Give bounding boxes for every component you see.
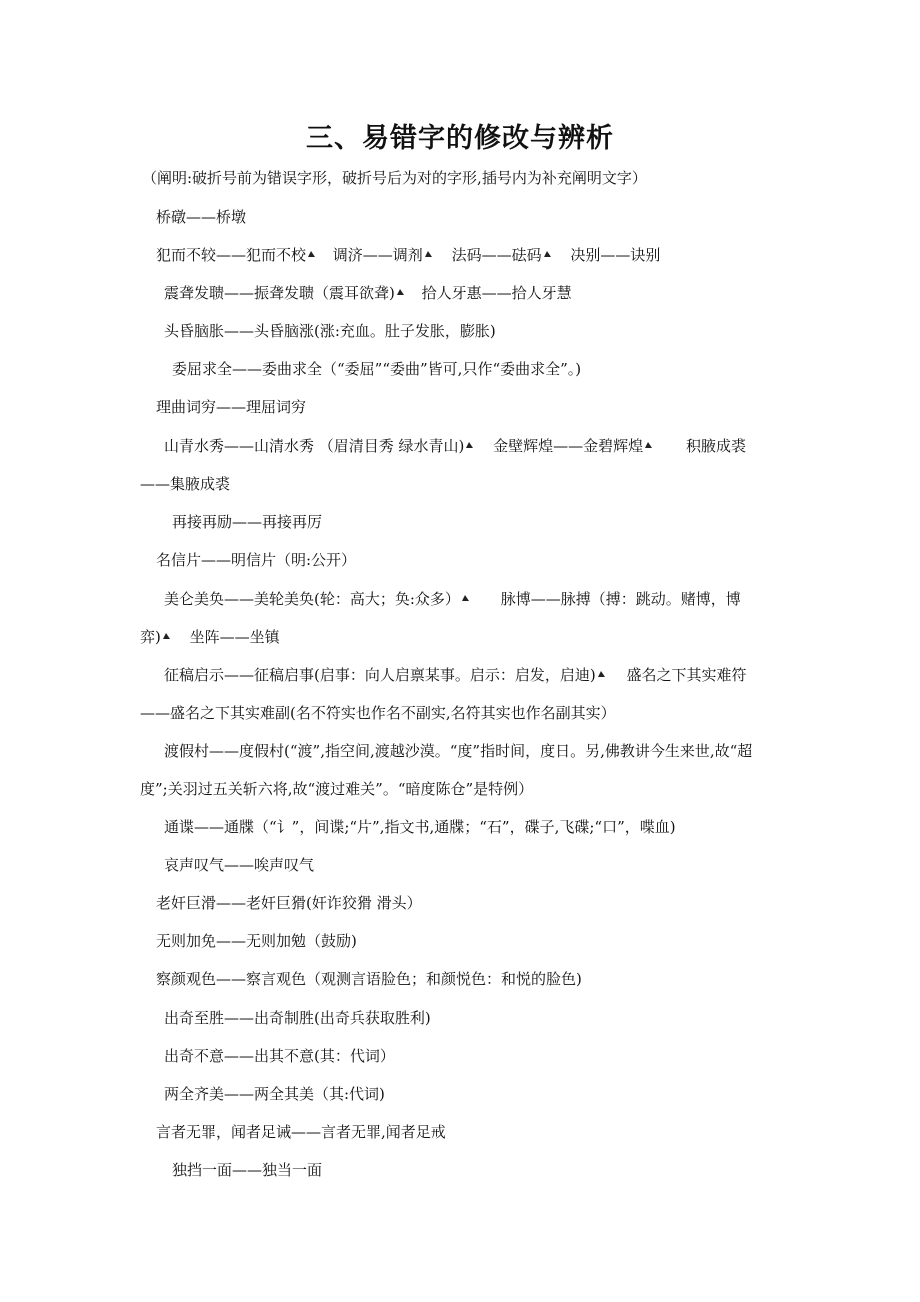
edit-mark-icon — [543, 250, 552, 258]
entry-text: 山青水秀——山清水秀 （眉清目秀 绿水青山) — [164, 437, 465, 455]
entry-line: 老奸巨滑——老奸巨猾(奸诈狡猾 滑头） — [156, 894, 422, 912]
entry-text: 征稿启示——征稿启事(启事：向人启禀某事。启示：启发，启迪) — [164, 666, 596, 684]
edit-mark-icon — [461, 594, 470, 602]
entry-line — [164, 665, 747, 685]
entry-line: 理曲词穷——理屈词穷 — [156, 398, 307, 416]
entry-line: 出奇不意——出其不意(其：代词） — [164, 1047, 395, 1065]
entry-line: 通谍——通牒（“讠”，间谍;“片”,指文书,通牒；“石”，碟子,飞碟;“口”，喋血) — [164, 818, 676, 836]
entry-line — [156, 245, 660, 265]
entry-text: 调济——调剂 — [332, 246, 423, 264]
entry-text: 拾人牙惠——拾人牙慧 — [421, 284, 572, 302]
entry-line: 察颜观色——察言观色（观测言语脸色；和颜悦色：和悦的脸色) — [156, 970, 582, 988]
entry-text: 积腋成裘 — [685, 437, 746, 455]
edit-mark-icon — [465, 441, 474, 449]
entry-line: 委屈求全——委曲求全（“委屈”“委曲”皆可,只作“委曲求全”。) — [172, 360, 582, 378]
entry-text: 金壁辉煌——金碧辉煌 — [493, 437, 644, 455]
entry-text: 犯而不较——犯而不校 — [156, 246, 307, 264]
explanation-note: （阐明:破折号前为错误字形，破折号后为对的字形,插号内为补充阐明文字） — [142, 169, 647, 187]
entry-text: 坐阵——坐镇 — [189, 628, 280, 646]
edit-mark-icon — [644, 441, 653, 449]
entry-line: 桥礅——桥墩 — [156, 208, 247, 226]
edit-mark-icon — [597, 670, 606, 678]
edit-mark-icon — [396, 288, 405, 296]
entry-line: 独挡一面——独当一面 — [172, 1161, 323, 1179]
edit-mark-icon — [162, 632, 171, 640]
entry-text: 法码——砝码 — [451, 246, 542, 264]
page-title: 三、易错字的修改与辨析 — [306, 123, 614, 154]
entry-line — [140, 627, 280, 647]
entry-line — [164, 436, 746, 456]
entry-text: 弈) — [140, 628, 161, 646]
entry-line: 渡假村——度假村(“渡”,指空间,渡越沙漠。“度”指时间，度日。另,佛教讲今生来世,故“超 — [164, 742, 753, 760]
entry-line: 再接再励——再接再厉 — [172, 513, 323, 531]
entry-line: 头昏脑胀——头昏脑涨(涨:充血。肚子发胀，膨胀) — [164, 322, 496, 340]
edit-mark-icon — [307, 250, 316, 258]
entry-line: ——集腋成裘 — [140, 475, 231, 493]
entry-line: 度”;关羽过五关斩六将,故“渡过难关”。“暗度陈仓”是特例） — [140, 780, 534, 798]
entry-line — [164, 283, 572, 303]
entry-line: 出奇至胜——出奇制胜(出奇兵获取胜利) — [164, 1009, 431, 1027]
entry-text: 震聋发聩——振聋发聩（震耳欲聋) — [164, 284, 395, 302]
entry-text: 美仑美奂——美轮美奂(轮：高大；奂:众多） — [164, 590, 460, 608]
entry-line: ——盛名之下其实难副(名不符实也作名不副实,名符其实也作名副其实） — [140, 704, 616, 722]
entry-text: 脉博——脉搏（搏：跳动。赌博，博 — [500, 590, 741, 608]
entry-line: 无则加免——无则加勉（鼓励) — [156, 932, 357, 950]
entry-line: 言者无罪，闻者足诫——言者无罪,闻者足戒 — [156, 1123, 446, 1141]
entry-text: 盛名之下其实难符 — [626, 666, 747, 684]
entry-text: 决别——诀别 — [570, 246, 661, 264]
entry-line — [164, 589, 741, 609]
entry-line: 名信片——明信片（明:公开） — [156, 551, 357, 569]
edit-mark-icon — [424, 250, 433, 258]
entry-line: 哀声叹气——唉声叹气 — [164, 856, 315, 874]
entry-line: 两全齐美——两全其美（其:代词) — [164, 1085, 385, 1103]
